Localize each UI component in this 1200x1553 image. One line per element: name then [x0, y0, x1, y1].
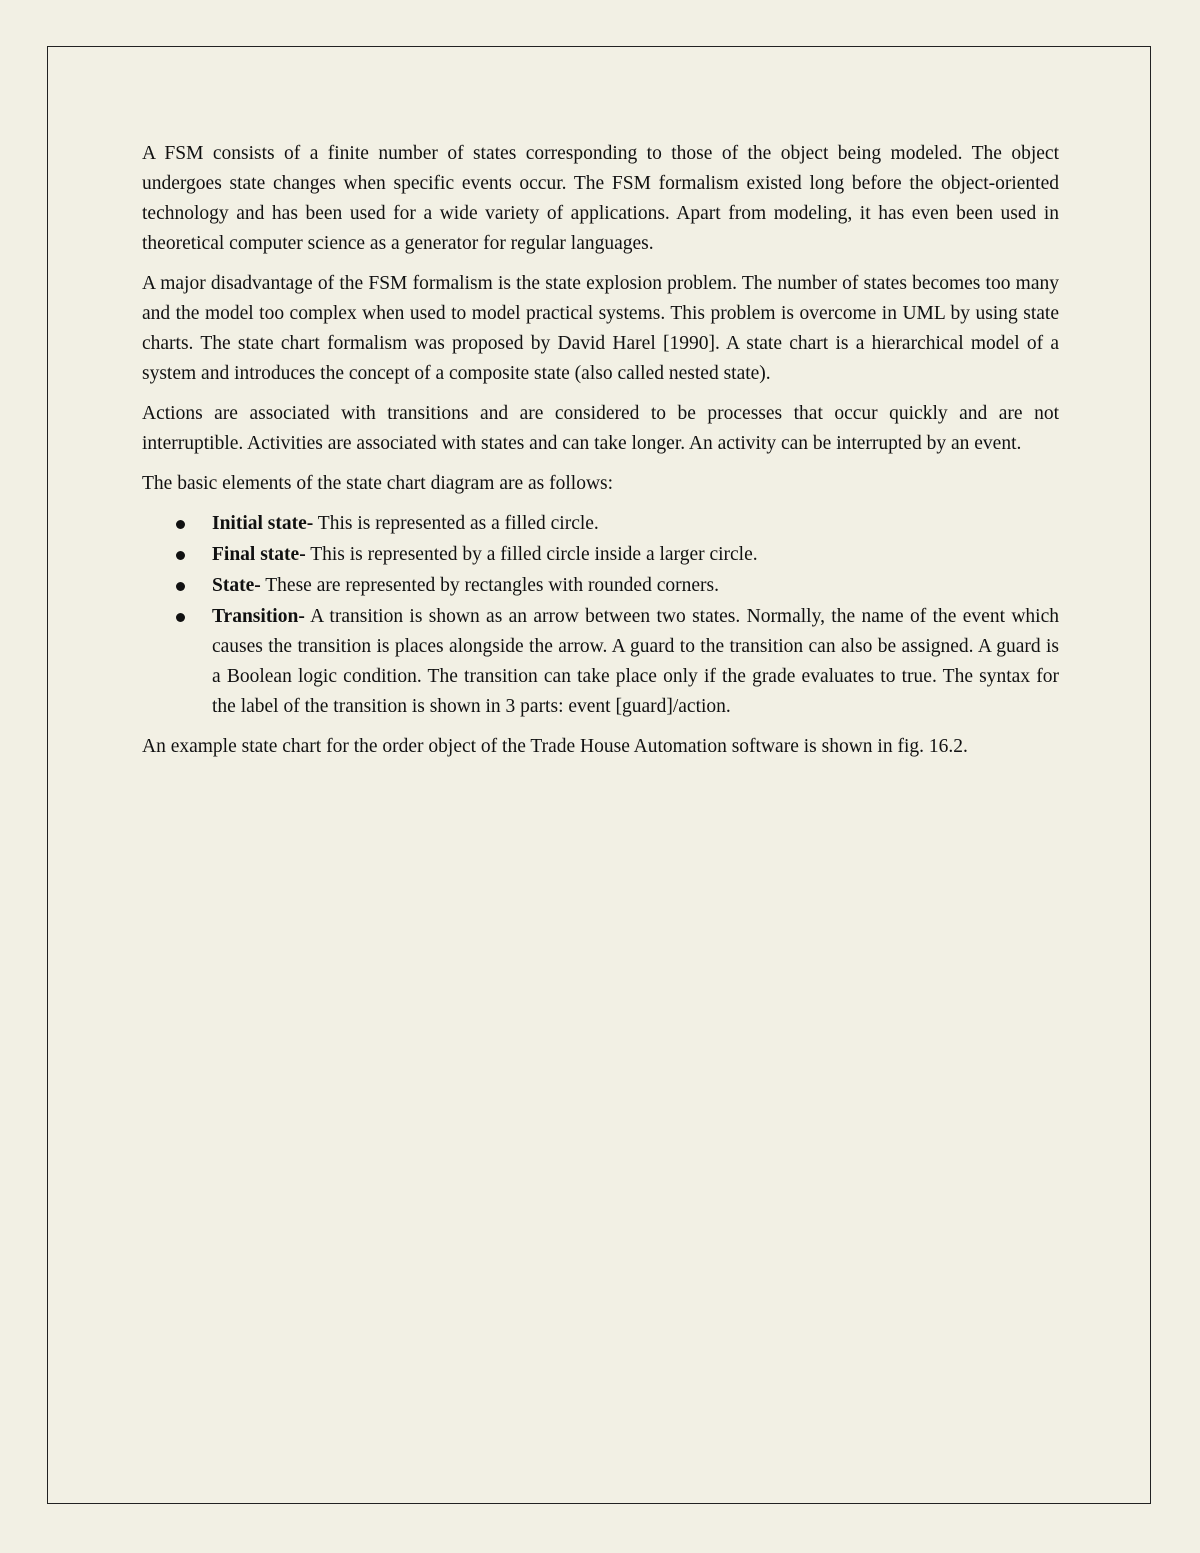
paragraph-basic-elements-intro: The basic elements of the state chart diagram are as follows: [142, 473, 614, 494]
paragraph-fsm-intro: A FSM consists of a finite number of states corresponding to those of the object being modeled. The object undergoes state changes when specific events occur. The FSM formalism existed long before the object-oriented technology and has been used for a wide variety of applications. Apart from modeling, it has even been used in theoretical computer science as a generator for regular languages. [142, 143, 1059, 254]
term-transition: Transition- [212, 606, 305, 627]
bullet-icon [176, 551, 185, 560]
list-item-state [142, 571, 1059, 601]
state-chart-elements-list [142, 509, 1059, 722]
list-item-final-state [142, 540, 1059, 570]
document-body [142, 139, 1059, 772]
description-initial-state: This is represented as a filled circle. [313, 513, 599, 534]
paragraph-state-explosion: A major disadvantage of the FSM formalism is the state explosion problem. The number of states becomes too many and the model too complex when used to model practical systems. This problem is overcome in UML by using state charts. The state chart formalism was proposed by David Harel [1990]. A state chart is a hierarchical model of a system and introduces the concept of a composite state (also called nested state). [142, 273, 1059, 384]
description-final-state: This is represented by a filled circle inside a larger circle. [305, 544, 758, 565]
list-item-initial-state [142, 509, 1059, 539]
description-transition: A transition is shown as an arrow between two states. Normally, the name of the event which causes the transition is places alongside the arrow. A guard to the transition can also be assigned. A guard is a Boolean logic condition. The transition can take place only if the grade evaluates to true. The syntax for the label of the transition is shown in 3 parts: event [guard]/action. [212, 606, 1059, 717]
list-item-transition [142, 602, 1059, 722]
term-final-state: Final state- [212, 544, 306, 565]
bullet-icon [176, 613, 185, 622]
term-state: State- [212, 575, 261, 596]
bullet-icon [176, 582, 185, 591]
bullet-icon [176, 520, 185, 529]
paragraph-example-state-chart: An example state chart for the order object of the Trade House Automation software is shown in fig. 16.2. [142, 736, 968, 757]
description-state: These are represented by rectangles with rounded corners. [260, 575, 719, 596]
term-initial-state: Initial state- [212, 513, 314, 534]
paragraph-actions-activities: Actions are associated with transitions and are considered to be processes that occur quickly and are not interruptible. Activities are associated with states and can take longer. An activity can be interrupted by an event. [142, 403, 1059, 454]
